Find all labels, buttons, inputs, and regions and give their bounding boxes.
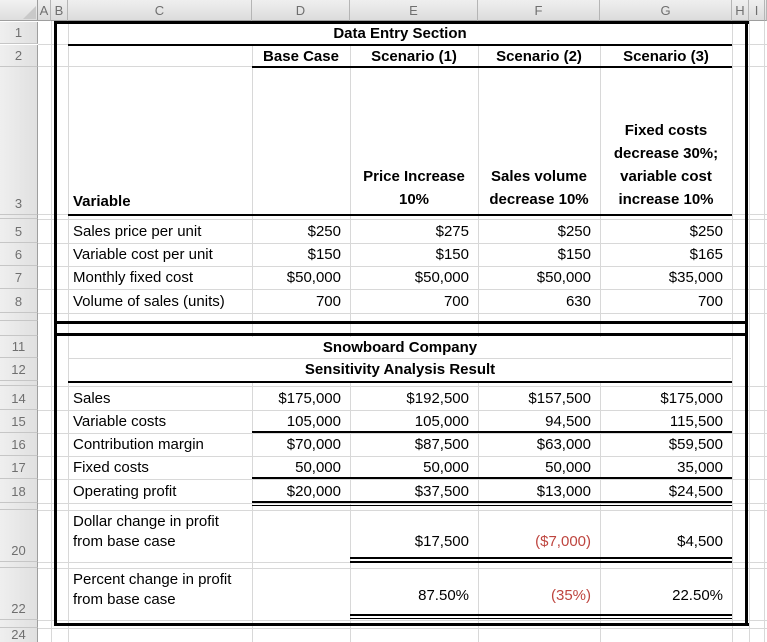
row-header-hidden-19[interactable]	[0, 503, 38, 510]
gridline	[38, 620, 767, 621]
cell-f6[interactable]: $150	[557, 246, 591, 263]
cell-e20[interactable]: $17,500	[414, 533, 469, 550]
row-header-7[interactable]: 7	[0, 266, 38, 289]
row-header-5[interactable]: 5	[0, 219, 38, 243]
cell-f14[interactable]: $157,500	[528, 389, 591, 407]
gridline	[764, 21, 765, 642]
cell-f20[interactable]: ($7,000)	[535, 533, 591, 550]
gridline	[749, 21, 750, 642]
cell-d7[interactable]: $50,000	[286, 269, 341, 286]
row12-bottom-border	[68, 381, 732, 383]
double-underline	[252, 505, 732, 507]
cell-e14[interactable]: $192,500	[406, 389, 469, 407]
cell-g18[interactable]: $24,500	[668, 482, 723, 500]
cell-d17[interactable]: 50,000	[295, 459, 341, 476]
cell-g5[interactable]: $250	[689, 222, 723, 240]
row-header-18[interactable]: 18	[0, 479, 38, 503]
cell-f22[interactable]: (35%)	[550, 587, 591, 604]
cell-f15[interactable]: 94,500	[545, 413, 591, 430]
gridline	[38, 628, 767, 629]
column-header-a[interactable]: A	[38, 0, 51, 21]
cell-g15[interactable]: 115,500	[669, 413, 723, 430]
cell-f18[interactable]: $13,000	[536, 482, 591, 500]
gridline	[732, 21, 733, 642]
section-divider-border	[54, 321, 748, 324]
cell-e3-scenario1-desc[interactable]: Price Increase 10%	[363, 168, 465, 208]
row-header-6[interactable]: 6	[0, 243, 38, 266]
cell-g17[interactable]: 35,000	[677, 459, 723, 476]
cell-f2-scenario-2[interactable]: Scenario (2)	[496, 47, 582, 65]
row-header-11[interactable]: 11	[0, 336, 38, 358]
cell-c17[interactable]: Fixed costs	[73, 459, 149, 476]
cell-c20-dollar-change-label[interactable]: Dollar change in profit from base case	[73, 513, 219, 550]
cell-c14[interactable]: Sales	[73, 389, 111, 407]
cell-e18[interactable]: $37,500	[414, 482, 469, 500]
cell-f8[interactable]: 630	[565, 292, 591, 310]
row-header-2[interactable]: 2	[0, 45, 38, 67]
cell-d6[interactable]: $150	[307, 246, 341, 263]
cell-g20[interactable]: $4,500	[677, 533, 723, 550]
cell-g6[interactable]: $165	[689, 246, 723, 263]
cell-f3-scenario2-desc[interactable]: Sales volume decrease 10%	[489, 168, 589, 208]
cell-d16[interactable]: $70,000	[286, 436, 341, 453]
select-all-triangle-icon	[23, 6, 36, 19]
gridline	[51, 21, 52, 642]
cell-data-entry-title[interactable]: Data Entry Section	[333, 24, 467, 42]
row-header-1[interactable]: 1	[0, 22, 38, 44]
cell-e7[interactable]: $50,000	[414, 269, 469, 286]
cell-g14[interactable]: $175,000	[660, 389, 723, 407]
cell-e17[interactable]: 50,000	[423, 459, 469, 476]
column-header-h[interactable]: H	[732, 0, 749, 21]
cell-f7[interactable]: $50,000	[536, 269, 591, 286]
cell-g16[interactable]: $59,500	[668, 436, 723, 453]
cell-d8[interactable]: 700	[315, 292, 341, 310]
column-header-b[interactable]: B	[51, 0, 68, 21]
cell-d14[interactable]: $175,000	[278, 389, 341, 407]
cell-e8[interactable]: 700	[443, 292, 469, 310]
row-header-24[interactable]: 24	[0, 628, 38, 642]
cell-analysis-title[interactable]: Sensitivity Analysis Result	[304, 361, 496, 378]
cell-e16[interactable]: $87,500	[414, 436, 469, 453]
cell-c18[interactable]: Operating profit	[73, 482, 177, 500]
cell-f17[interactable]: 50,000	[545, 459, 591, 476]
cell-e2-scenario-1[interactable]: Scenario (1)	[371, 47, 457, 65]
cell-c3-variable[interactable]: Variable	[73, 193, 131, 210]
row-header-22[interactable]: 22	[0, 568, 38, 620]
cell-d2-base-case[interactable]: Base Case	[263, 47, 339, 65]
row-header-20[interactable]: 20	[0, 510, 38, 562]
cell-c22-percent-change-label[interactable]: Percent change in profit from base case	[73, 571, 232, 608]
row-header-16[interactable]: 16	[0, 433, 38, 456]
cell-d15[interactable]: 105,000	[286, 413, 341, 430]
cell-c6[interactable]: Variable cost per unit	[73, 246, 213, 263]
cell-e15[interactable]: 105,000	[414, 413, 469, 430]
cell-c15[interactable]: Variable costs	[73, 413, 167, 430]
cell-g2-scenario-3[interactable]: Scenario (3)	[623, 47, 709, 65]
column-header-g[interactable]: G	[600, 0, 732, 21]
cell-c7[interactable]: Monthly fixed cost	[73, 269, 194, 286]
row-header-8[interactable]: 8	[0, 289, 38, 313]
select-all-corner[interactable]	[0, 0, 38, 21]
cell-c5[interactable]: Sales price per unit	[73, 222, 202, 240]
column-header-i[interactable]: I	[749, 0, 765, 21]
cell-g8[interactable]: 700	[697, 292, 723, 310]
cell-c16[interactable]: Contribution margin	[73, 436, 204, 453]
cell-f16[interactable]: $63,000	[536, 436, 591, 453]
gridline	[38, 313, 767, 314]
cell-e22[interactable]: 87.50%	[418, 587, 469, 604]
cell-e6[interactable]: $150	[435, 246, 469, 263]
row-header-hidden-10[interactable]	[0, 321, 38, 336]
cell-company-title[interactable]: Snowboard Company	[322, 338, 478, 356]
row-header-15[interactable]: 15	[0, 410, 38, 433]
cell-g22[interactable]: 22.50%	[672, 587, 723, 604]
column-header-c[interactable]: C	[68, 0, 252, 21]
cell-e5[interactable]: $275	[435, 222, 469, 240]
column-header-f[interactable]: F	[478, 0, 600, 21]
cell-f5[interactable]: $250	[557, 222, 591, 240]
row-header-hidden-9[interactable]	[0, 313, 38, 321]
cell-g3-scenario3-desc[interactable]: Fixed costs decrease 30%; variable cost increase 10%	[613, 122, 719, 208]
cell-g7[interactable]: $35,000	[668, 269, 723, 286]
row-header-17[interactable]: 17	[0, 456, 38, 479]
column-header-e[interactable]: E	[350, 0, 478, 21]
cell-d18[interactable]: $20,000	[286, 482, 341, 500]
row-header-14[interactable]: 14	[0, 386, 38, 410]
row-header-3[interactable]: 3	[0, 67, 38, 215]
cell-c8[interactable]: Volume of sales (units)	[73, 292, 225, 310]
column-header-d[interactable]: D	[252, 0, 350, 21]
gridline	[252, 21, 253, 642]
row-header-12[interactable]: 12	[0, 358, 38, 381]
cell-d5[interactable]: $250	[307, 222, 341, 240]
outer-box-bottom-border	[54, 623, 749, 626]
